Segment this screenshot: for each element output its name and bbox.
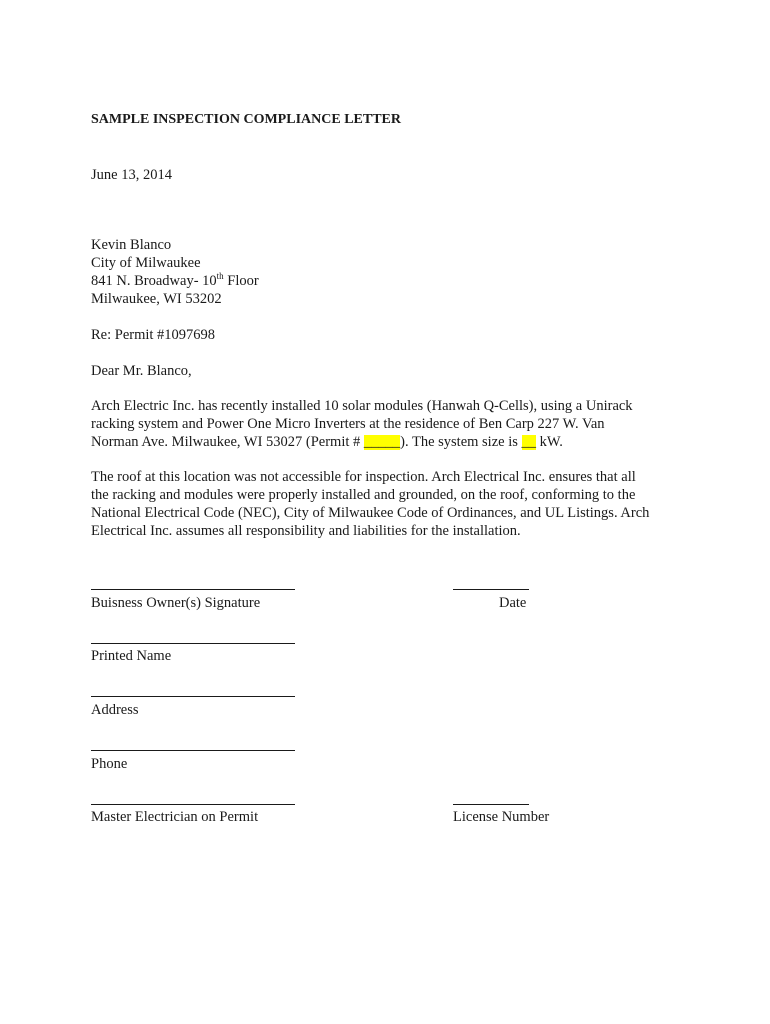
date-label: Date — [499, 595, 527, 611]
para1-line3-text: Norman Ave. Milwaukee, WI 53027 (Permit # — [91, 434, 364, 450]
para2-line: the racking and modules were properly installed and grounded, on the roof, conforming to the — [91, 487, 636, 503]
recipient-city: Milwaukee, WI 53202 — [91, 291, 222, 307]
owner-signature-label: Buisness Owner(s) Signature — [91, 595, 261, 611]
system-size-blank[interactable]: __ — [521, 434, 537, 450]
para1-line3-mid: ). The system size is — [400, 434, 522, 450]
para1-line: Arch Electric Inc. has recently installed 10 solar modules (Hanwah Q-Cells), using a Unirack — [91, 398, 633, 414]
para2-line: Electrical Inc. assumes all responsibility and liabilities for the installation. — [91, 523, 521, 539]
street-floor: Floor — [223, 273, 259, 289]
recipient-street — [91, 272, 259, 290]
date-line[interactable] — [453, 589, 529, 590]
paragraph-compliance — [91, 468, 691, 540]
letter-date: June 13, 2014 — [91, 167, 172, 183]
para1-line: racking system and Power One Micro Inverters at the residence of Ben Carp 227 W. Van — [91, 416, 605, 432]
re-line: Re: Permit #1097698 — [91, 327, 216, 343]
phone-label: Phone — [91, 756, 128, 772]
address-line[interactable] — [91, 696, 295, 697]
para1-line3-end: kW. — [536, 434, 563, 450]
para2-line: National Electrical Code (NEC), City of Milwaukee Code of Ordinances, and UL Listings. Arch — [91, 505, 650, 521]
para1-line — [91, 433, 681, 451]
street-text: 841 N. Broadway- 10 — [91, 273, 217, 289]
recipient-name: Kevin Blanco — [91, 237, 172, 253]
phone-line[interactable] — [91, 750, 295, 751]
printed-name-line[interactable] — [91, 643, 295, 644]
permit-number-blank[interactable]: _____ — [363, 434, 401, 450]
printed-name-label: Printed Name — [91, 648, 172, 664]
recipient-org: City of Milwaukee — [91, 255, 201, 271]
paragraph-installation — [91, 397, 681, 451]
license-number-label: License Number — [453, 809, 550, 825]
master-electrician-line[interactable] — [91, 804, 295, 805]
para2-line: The roof at this location was not accessible for inspection. Arch Electrical Inc. ensures that all — [91, 469, 636, 485]
address-label: Address — [91, 702, 139, 718]
master-electrician-label: Master Electrician on Permit — [91, 809, 259, 825]
letter-title: SAMPLE INSPECTION COMPLIANCE LETTER — [91, 112, 401, 127]
salutation: Dear Mr. Blanco, — [91, 363, 192, 379]
recipient-address — [91, 236, 259, 308]
street-ordinal-suffix: th — [216, 271, 224, 281]
owner-signature-line[interactable] — [91, 589, 295, 590]
license-number-line[interactable] — [453, 804, 529, 805]
